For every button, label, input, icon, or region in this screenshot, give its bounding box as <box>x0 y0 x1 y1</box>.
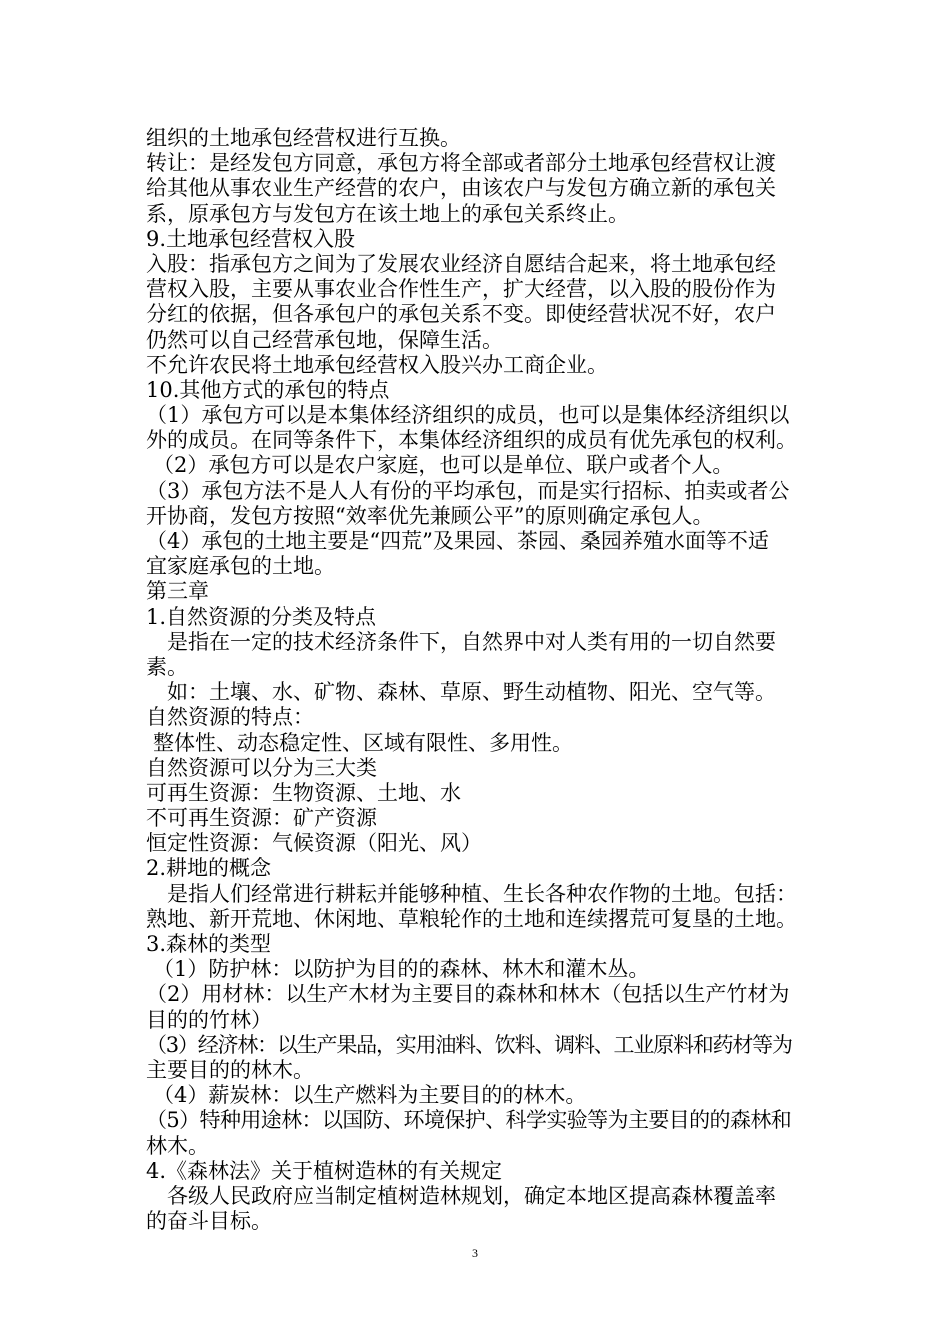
text-line: 仍然可以自己经营承包地，保障生活。 <box>146 327 503 352</box>
text-line: 主要目的的林木。 <box>146 1057 314 1082</box>
text-line: 转让：是经发包方同意，承包方将全部或者部分土地承包经营权让渡 <box>146 151 776 176</box>
text-line: 整体性、动态稳定性、区域有限性、多用性。 <box>153 730 573 755</box>
text-line: 入股：指承包方之间为了发展农业经济自愿结合起来，将土地承包经 <box>146 251 776 276</box>
text-line: （2）用材林：以生产木材为主要目的森林和林木（包括以生产竹材为 <box>146 982 790 1007</box>
text-line: 分红的依据，但各承包户的承包关系不变。即使经营状况不好，农户 <box>146 302 776 327</box>
text-line: 是指在一定的技术经济条件下，自然界中对人类有用的一切自然要 <box>167 629 776 654</box>
text-line: 开协商，发包方按照“效率优先兼顾公平”的原则确定承包人。 <box>146 503 714 528</box>
text-line: 给其他从事农业生产经营的农户，由该农户与发包方确立新的承包关 <box>146 176 776 201</box>
section-heading: 4.《森林法》关于植树造林的有关规定 <box>146 1158 503 1183</box>
text-line: 不可再生资源：矿产资源 <box>146 806 377 831</box>
section-heading: 10.其他方式的承包的特点 <box>146 377 390 402</box>
text-line: 目的的竹林） <box>146 1007 272 1032</box>
text-line: 宜家庭承包的土地。 <box>146 554 335 579</box>
text-line: 可再生资源：生物资源、土地、水 <box>146 780 461 805</box>
text-line: 外的成员。在同等条件下，本集体经济组织的成员有优先承包的权利。 <box>146 428 797 453</box>
text-line: （1）防护林：以防护为目的的森林、林木和灌木丛。 <box>153 957 650 982</box>
text-line: （3）承包方法不是人人有份的平均承包，而是实行招标、拍卖或者公 <box>146 478 790 503</box>
text-line: 素。 <box>146 654 188 679</box>
text-line: （2）承包方可以是农户家庭，也可以是单位、联户或者个人。 <box>153 453 734 478</box>
text-line: 组织的土地承包经营权进行互换。 <box>146 126 461 150</box>
text-line: （5）特种用途林：以国防、环境保护、科学实验等为主要目的的森林和 <box>146 1108 792 1133</box>
text-line: 不允许农民将土地承包经营权入股兴办工商企业。 <box>146 352 608 377</box>
text-line: （4）承包的土地主要是“四荒”及果园、茶园、桑园养殖水面等不适 <box>146 529 769 553</box>
section-heading: 1.自然资源的分类及特点 <box>146 604 377 629</box>
page-number: 3 <box>472 1246 478 1260</box>
text-line: 如：土壤、水、矿物、森林、草原、野生动植物、阳光、空气等。 <box>167 680 776 705</box>
text-line: （1）承包方可以是本集体经济组织的成员，也可以是集体经济组织以 <box>146 403 790 428</box>
text-line: 是指人们经常进行耕耘并能够种植、生长各种农作物的土地。包括： <box>167 881 797 906</box>
section-heading: 9.土地承包经营权入股 <box>146 226 356 251</box>
text-line: （4）薪炭林：以生产燃料为主要目的的林木。 <box>153 1083 587 1108</box>
text-line: 营权入股，主要从事农业合作性生产，扩大经营，以入股的股份作为 <box>146 277 776 302</box>
text-line: 熟地、新开荒地、休闲地、草粮轮作的土地和连续撂荒可复垦的土地。 <box>146 906 797 931</box>
text-line: （3）经济林：以生产果品，实用油料、饮料、调料、工业原料和药材等为 <box>146 1032 792 1057</box>
text-line: 恒定性资源：气候资源（阳光、风） <box>146 831 482 856</box>
section-heading: 3.森林的类型 <box>146 932 272 956</box>
text-line: 林木。 <box>146 1133 209 1158</box>
document-body <box>146 126 826 1234</box>
text-line: 的奋斗目标。 <box>146 1209 272 1234</box>
text-line: 自然资源的特点： <box>146 705 314 730</box>
section-heading: 2.耕地的概念 <box>146 856 272 881</box>
text-line: 各级人民政府应当制定植树造林规划，确定本地区提高森林覆盖率 <box>167 1183 776 1208</box>
text-line: 自然资源可以分为三大类 <box>146 755 377 780</box>
text-line: 系，原承包方与发包方在该土地上的承包关系终止。 <box>146 201 629 226</box>
chapter-heading: 第三章 <box>146 579 209 604</box>
